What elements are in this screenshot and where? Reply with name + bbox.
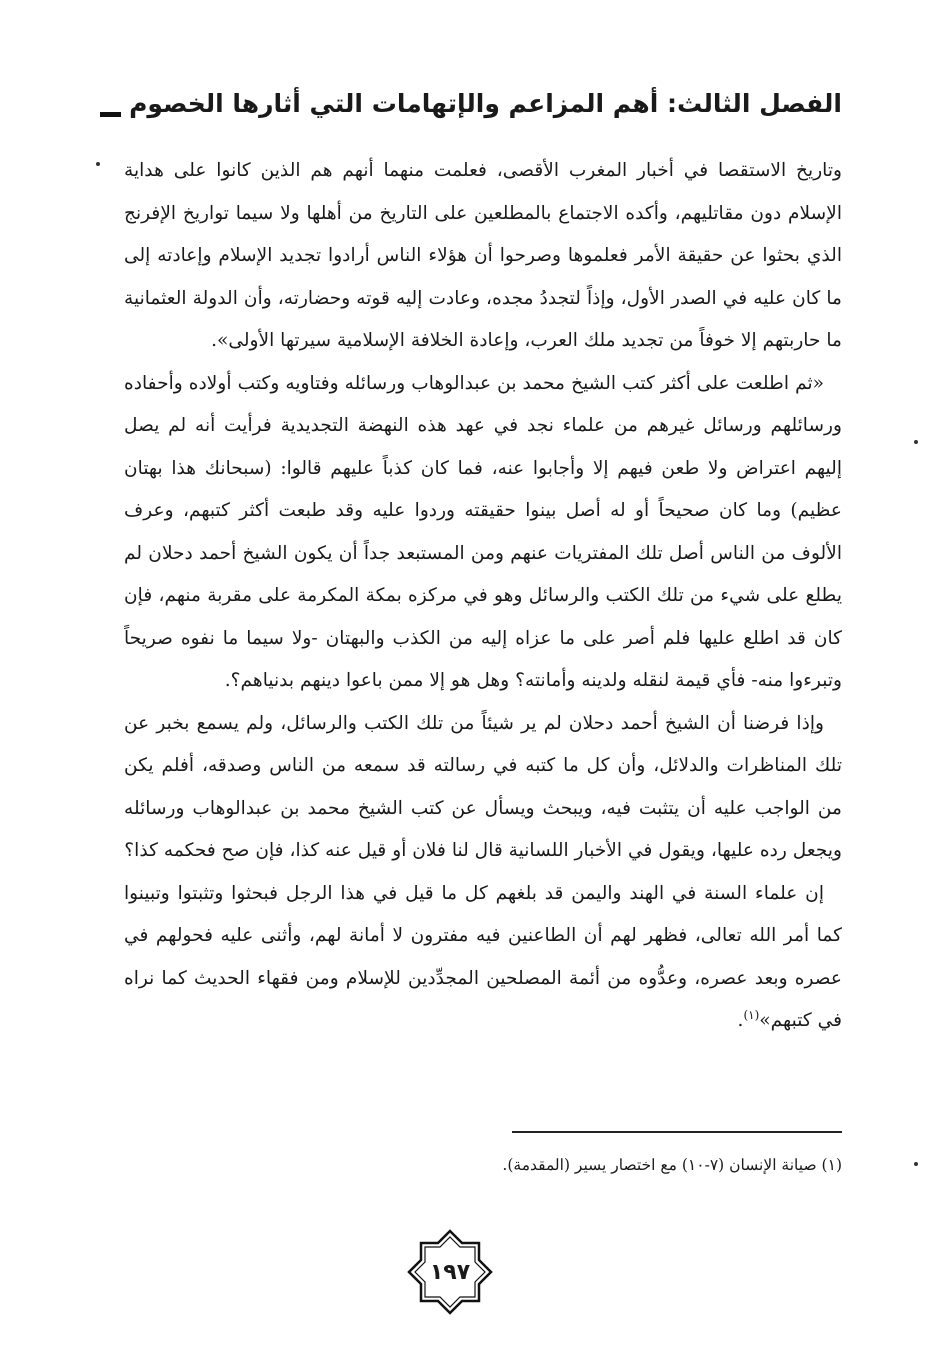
paragraph-4-text: إن علماء السنة في الهند واليمن قد بلغهم كل ما قيل في هذا الرجل فبحثوا وتثبتوا وتبينوا كما أمر الله تعالى، فظهر لهم أن الطاعنين فيه مفترون لا أمانة لهم، وأثنى عليه فحولهم في عصره وبعد عصره، وعدُّوه من أئمة المصلحين المجدِّدين للإسلام ومن فقهاء الحديث كما نراه في كتبهم» <box>124 882 842 1031</box>
paragraph-3: وإذا فرضنا أن الشيخ أحمد دحلان لم ير شيئاً من تلك الكتب والرسائل، ولم يسمع بخبر عن تلك المناظرات والدلائل، وأن كل ما كتبه في رسالته قد سمعه من الناس وصدقه، أفلم يكن من الواجب عليه أن يتثبت فيه، ويبحث ويسأل عن كتب الشيخ محمد بن عبدالوهاب ورسائله ويجعل رده عليها، ويقول في الأخبار اللسانية قال لنا فلان أو قيل عنه كذا، فإن صح فحكمه كذا؟ <box>124 712 842 861</box>
scan-dot <box>914 440 918 444</box>
scan-dot <box>914 1162 918 1166</box>
scan-dot <box>96 162 100 166</box>
page-number: ١٩٧ <box>429 1259 471 1285</box>
running-header <box>100 78 842 122</box>
footnote-separator <box>512 1131 842 1133</box>
footnote: (١) صيانة الإنسان (٧-١٠) مع اختصار يسير (المقدمة). <box>502 1156 842 1174</box>
body-text <box>124 150 842 1043</box>
footnote-reference: (١) <box>743 1007 760 1022</box>
page-number-badge <box>406 1228 494 1316</box>
header-rule <box>100 112 121 117</box>
paragraph-1: وتاريخ الاستقصا في أخبار المغرب الأقصى، فعلمت منهما أنهم هم الذين كانوا على هداية الإسلام دون مقاتليهم، وأكده الاجتماع بالمطلعين على التاريخ من أهلها ولا سيما تواريخ الإفرنج الذي بحثوا عن حقيقة الأمر فعلموها وصرحوا أن هؤلاء الناس أرادوا تجديد الإسلام وإعادته إلى ما كان عليه في الصدر الأول، وإذاً لتجددُ مجده، وعادت إليه قوته وحضارته، وأن الدولة العثمانية ما حاربتهم إلا خوفاً من تجديد ملك العرب، وإعادة الخلافة الإسلامية سيرتها الأولى». <box>124 160 842 351</box>
paragraph-2: «ثم اطلعت على أكثر كتب الشيخ محمد بن عبدالوهاب ورسائله وفتاويه وكتب أولاده وأحفاده ورسائلهم ورسائل غيرهم من علماء نجد في عهد هذه النهضة التجديدية فرأيت أنه لم يصل إليهم اعتراض ولا طعن فيهم إلا وأجابوا عنه، فما كان كذباً عليهم قالوا: (سبحانك هذا بهتان عظيم) وما كان صحيحاً أو له أصل بينوا حقيقته وردوا عليه وقد طبعت أكثر كتبهم، وعرف الألوف من الناس أصل تلك المفتريات عنهم ومن المستبعد جداً أن يكون الشيخ أحمد دحلان لم يطلع على شيء من تلك الكتب والرسائل وهو في مركزه بمكة المكرمة على مقربة منهم، فإن كان قد اطلع عليها فلم أصر على ما عزاه إليه من الكذب والبهتان -ولا سيما ما نفوه صريحاً وتبرءوا منه- فأي قيمة لنقله ولدينه وأمانته؟ وهل هو إلا ممن باعوا دينهم بدنياهم؟. <box>124 372 842 691</box>
paragraph-4: إن علماء السنة في الهند واليمن قد بلغهم كل ما قيل في هذا الرجل فبحثوا وتثبتوا وتبينوا كما أمر الله تعالى، فظهر لهم أن الطاعنين فيه مفترون لا أمانة لهم، وأثنى عليه فحولهم في عصره وبعد عصره، وعدُّوه من أئمة المصلحين المجدِّدين للإسلام ومن فقهاء الحديث كما نراه في كتبهم»$^{(١)}$. <box>124 882 842 1031</box>
chapter-title: الفصل الثالث: أهم المزاعم والإتهامات التي أثارها الخصوم <box>129 89 842 118</box>
